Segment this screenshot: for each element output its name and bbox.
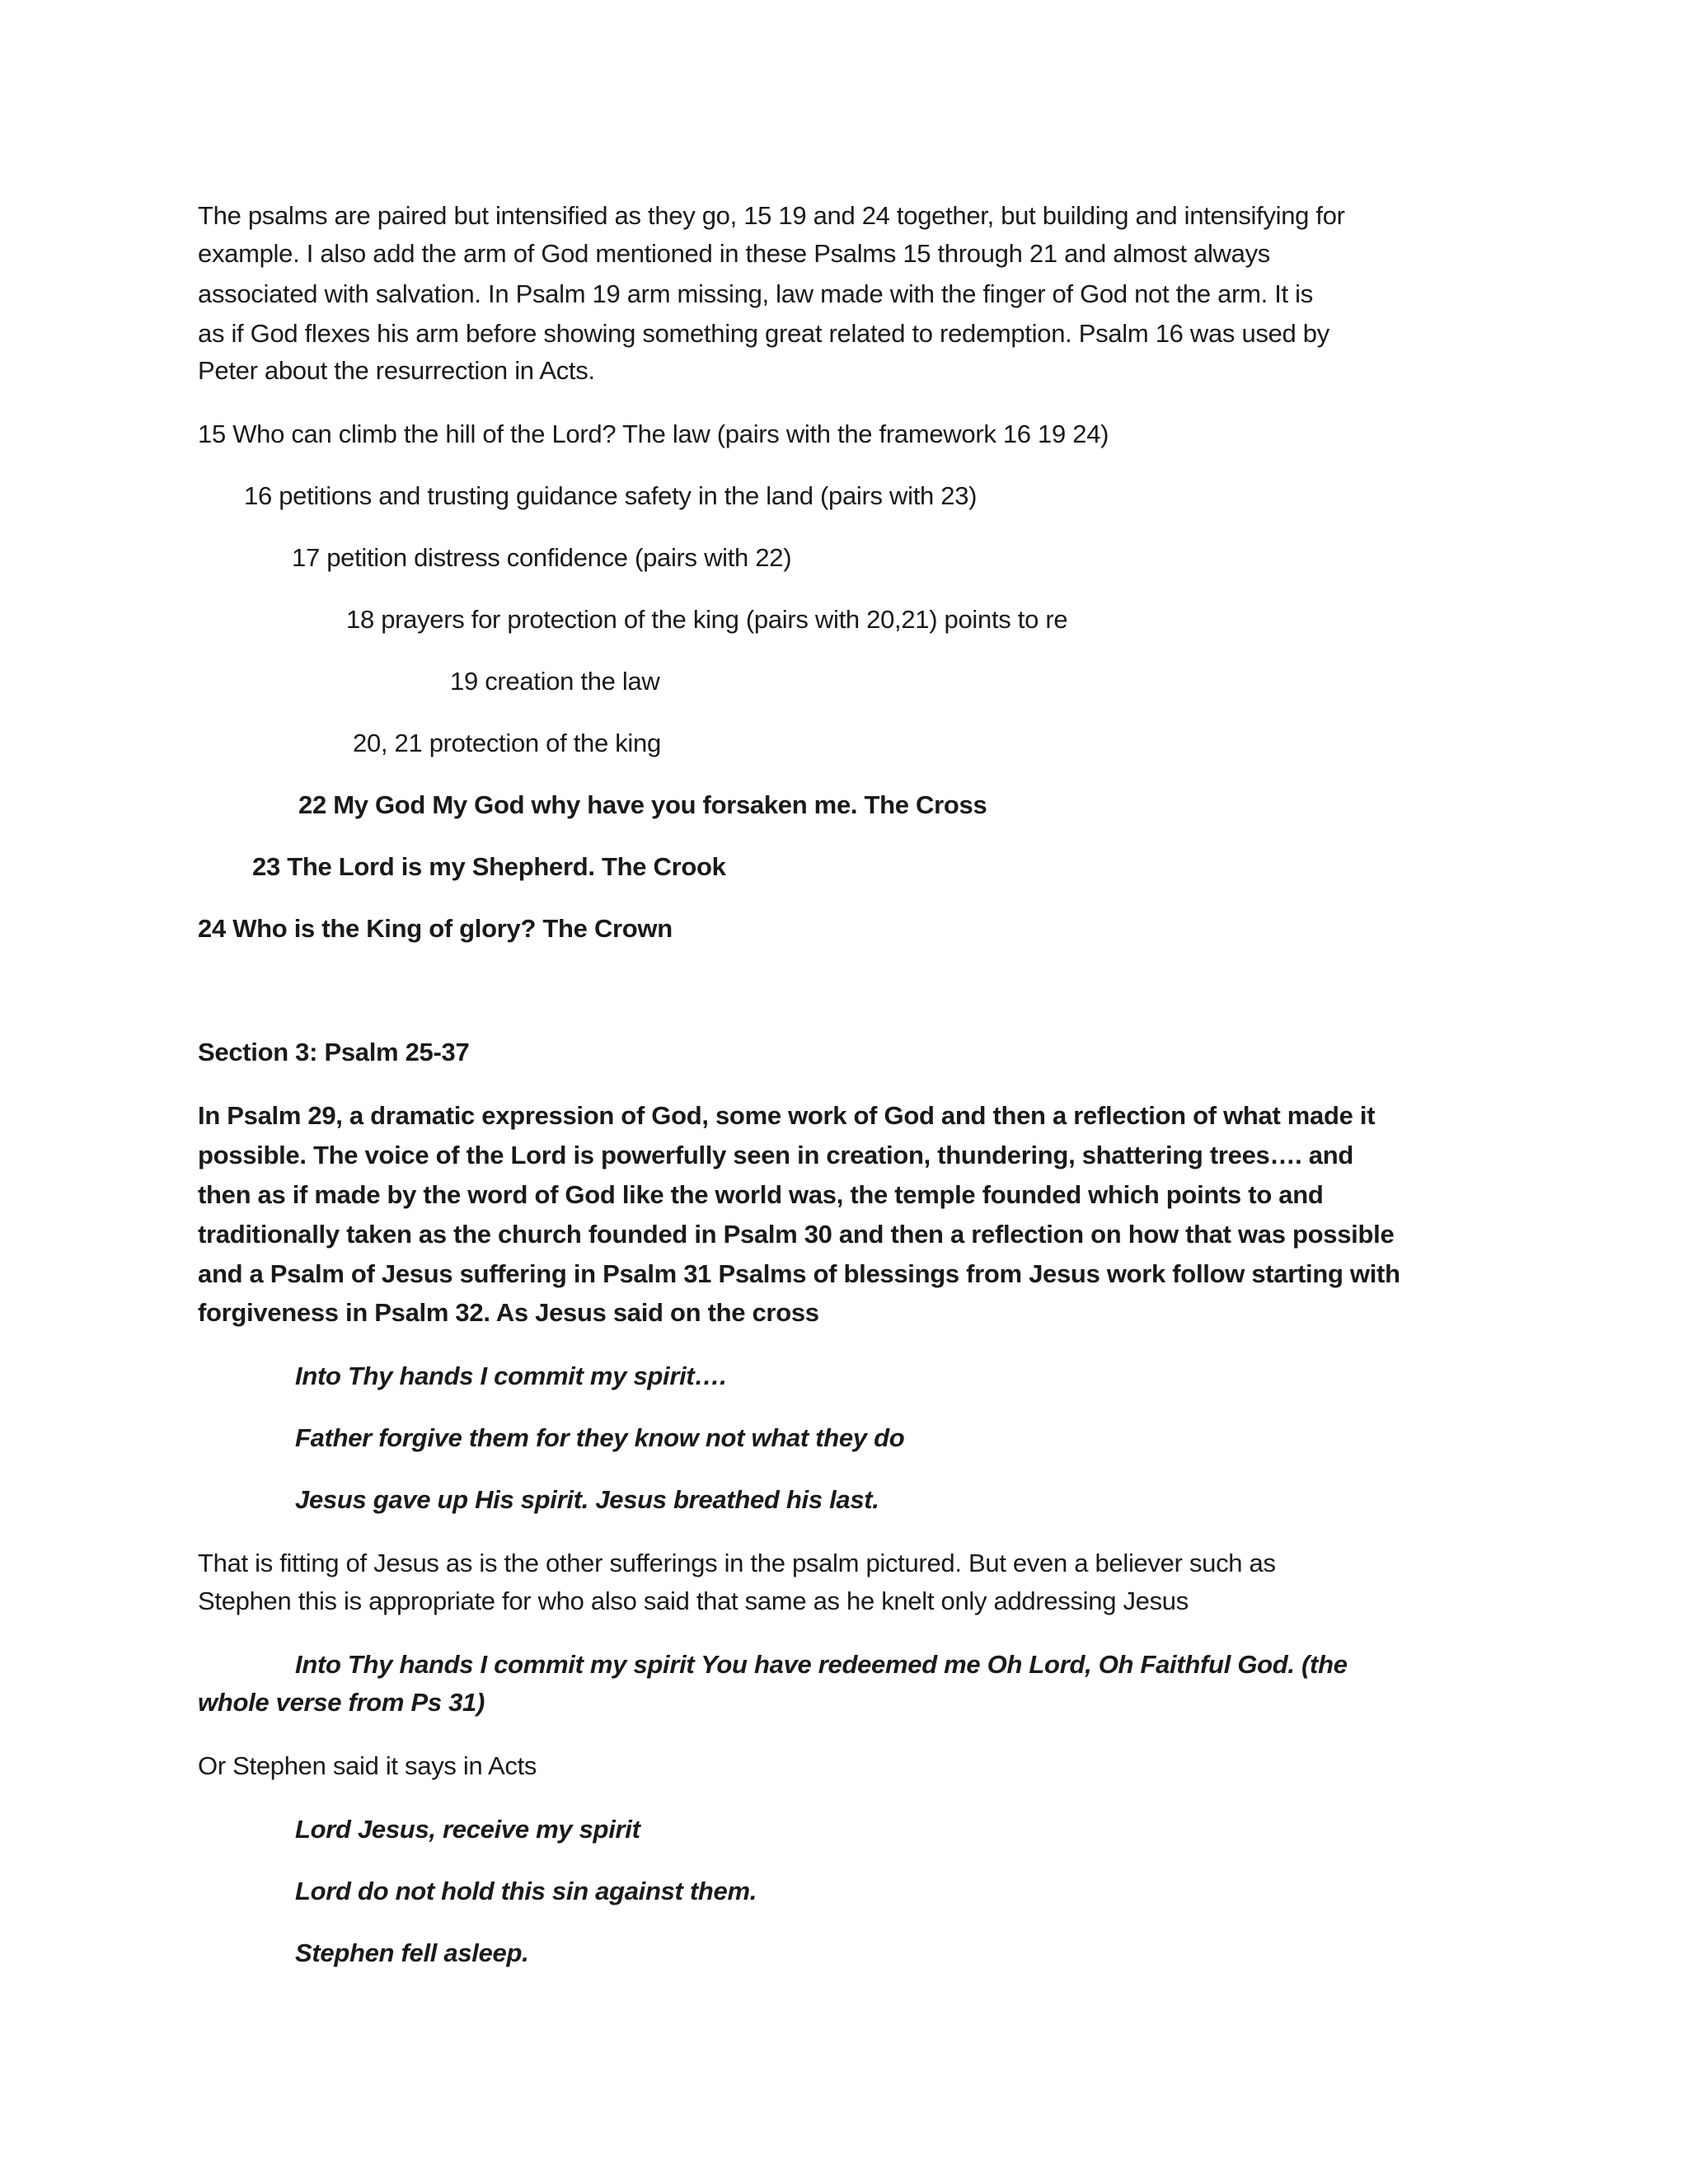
intro-line: example. I also add the arm of God mentioned in these Psalms 15 through 21 and almost always xyxy=(198,239,1270,268)
quote-line: Lord Jesus, receive my spirit xyxy=(295,1815,640,1844)
outline-item-20-21: 20, 21 protection of the king xyxy=(353,729,661,757)
quote-line: whole verse from Ps 31) xyxy=(198,1688,485,1717)
outline-item-24: 24 Who is the King of glory? The Crown xyxy=(198,914,673,943)
outline-item-23: 23 The Lord is my Shepherd. The Crook xyxy=(252,852,726,881)
quote-line: Father forgive them for they know not what they do xyxy=(295,1423,905,1452)
quote-line: Jesus gave up His spirit. Jesus breathed his last. xyxy=(295,1485,879,1514)
intro-line: The psalms are paired but intensified as they go, 15 19 and 24 together, but building and intensifying for xyxy=(198,201,1345,230)
outline-item-22: 22 My God My God why have you forsaken me. The Cross xyxy=(298,790,987,819)
section-heading: Section 3: Psalm 25-37 xyxy=(198,1038,470,1066)
outline-item-17: 17 petition distress confidence (pairs with 22) xyxy=(292,543,792,572)
outline-item-18: 18 prayers for protection of the king (pairs with 20,21) points to re xyxy=(346,605,1068,634)
outline-item-19: 19 creation the law xyxy=(450,667,660,696)
outline-item-15: 15 Who can climb the hill of the Lord? The law (pairs with the framework 16 19 24) xyxy=(198,419,1109,448)
outline-item-16: 16 petitions and trusting guidance safety in the land (pairs with 23) xyxy=(244,481,978,510)
quote-line: Into Thy hands I commit my spirit…. xyxy=(295,1361,727,1390)
paragraph-line: In Psalm 29, a dramatic expression of God, some work of God and then a reflection of what made it xyxy=(198,1101,1376,1130)
paragraph-line: That is fitting of Jesus as is the other sufferings in the psalm pictured. But even a believer such as xyxy=(198,1549,1276,1577)
intro-line: associated with salvation. In Psalm 19 arm missing, law made with the finger of God not the arm. It is xyxy=(198,279,1313,308)
quote-line: Into Thy hands I commit my spirit You have redeemed me Oh Lord, Oh Faithful God. (the xyxy=(295,1650,1348,1679)
paragraph-line: and a Psalm of Jesus suffering in Psalm 31 Psalms of blessings from Jesus work follow starting with xyxy=(198,1259,1400,1288)
quote-line: Lord do not hold this sin against them. xyxy=(295,1877,757,1905)
paragraph-line: forgiveness in Psalm 32. As Jesus said on the cross xyxy=(198,1298,819,1327)
intro-line: as if God flexes his arm before showing something great related to redemption. Psalm 16 was used by xyxy=(198,319,1329,348)
paragraph-line: possible. The voice of the Lord is powerfully seen in creation, thundering, shattering trees…. and xyxy=(198,1141,1354,1169)
acts-intro: Or Stephen said it says in Acts xyxy=(198,1751,537,1780)
paragraph-line: then as if made by the word of God like the world was, the temple founded which points to and xyxy=(198,1180,1324,1209)
quote-line: Stephen fell asleep. xyxy=(295,1938,529,1967)
paragraph-line: traditionally taken as the church founded in Psalm 30 and then a reflection on how that was possible xyxy=(198,1220,1395,1249)
paragraph-line: Stephen this is appropriate for who also said that same as he knelt only addressing Jesus xyxy=(198,1586,1189,1615)
intro-line: Peter about the resurrection in Acts. xyxy=(198,356,595,385)
